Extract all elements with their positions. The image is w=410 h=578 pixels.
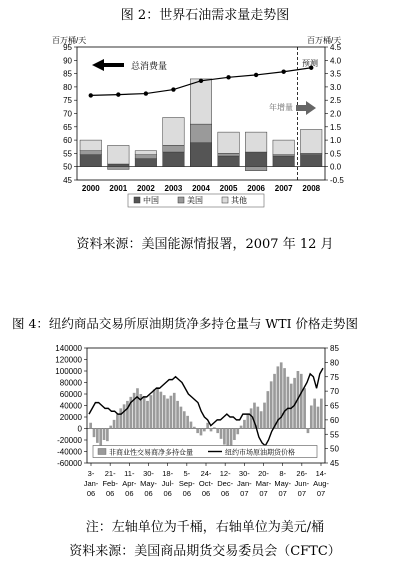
bar-segment-usa [135,155,156,159]
x-tick-day: 5- [183,469,191,478]
bar-segment-china [273,156,294,167]
bar-segment-other [218,132,239,153]
net-long-bar [250,408,253,428]
x-tick-label: 2008 [302,184,321,193]
bar-segment-china [80,155,101,167]
left-tick-label: -20000 [57,436,82,445]
right-tick-label: 1.0 [330,136,342,146]
x-tick-month: Jan- [237,479,252,488]
net-long-bar [126,401,129,429]
x-tick-day: 12- [219,469,231,478]
left-tick-label: -40000 [57,447,82,457]
x-tick-month: Jul- [161,479,174,488]
x-tick-month: Oct- [198,479,214,488]
x-tick-year: 06 [144,489,153,498]
consumption-point [254,73,258,77]
net-long-bar [156,387,159,428]
net-long-bar [176,401,179,429]
net-long-bar [143,397,146,429]
net-long-bar [270,381,273,428]
legend-swatch [222,197,228,203]
left-tick-label: 80 [63,82,72,92]
bar-segment-other [108,145,129,164]
bar-segment-usa [190,124,211,143]
net-long-bar [246,414,249,428]
net-long-bar [213,427,216,428]
bar-segment-other [245,132,266,152]
net-long-bar [290,384,293,429]
x-tick-day: 26- [296,469,308,478]
consumption-point [171,87,175,91]
net-long-bar [113,420,116,429]
x-tick-year: 06 [182,489,192,498]
net-long-bar [203,429,206,432]
bar-segment-usa [218,153,239,156]
bar-segment-usa [245,167,266,171]
net-long-bar [317,407,320,429]
net-long-bar [256,407,259,429]
left-tick-label: 60 [63,136,72,146]
bar-segment-other [80,140,101,151]
x-tick-day: 20- [258,469,269,478]
net-long-bar [166,399,169,429]
net-long-bar [160,392,163,429]
left-tick-label: -60000 [57,459,82,468]
net-long-bar [109,426,112,429]
right-tick-label: 85 [330,344,339,353]
net-long-bar [196,429,199,434]
legend-swatch [178,197,184,203]
x-tick-day: 24- [200,469,212,478]
net-long-bar [116,414,119,428]
net-long-bar [220,429,223,439]
net-long-bar [123,404,126,428]
right-tick-label: 50 [330,444,339,454]
bar-segment-other [135,151,156,155]
x-tick-month: Feb- [102,479,118,488]
right-tick-label: 4.0 [330,56,342,66]
left-tick-label: 20000 [59,413,82,422]
right-tick-label: 55 [330,430,339,440]
net-long-bar [273,374,276,429]
net-long-bar [200,429,203,436]
net-long-bar [183,411,186,428]
bar-segment-other [300,129,321,153]
right-tick-label: 75 [330,372,339,382]
left-tick-label: 50 [63,162,72,172]
right-tick-label: 70 [330,387,339,397]
net-long-bar [180,407,183,429]
net-long-bar [150,395,153,428]
figure4-title: 图 4：纽约商品交易所原油期货净多持仓量与 WTI 价格走势图 [12,316,358,331]
left-tick-label: 45 [63,176,72,185]
figure2-source: 资料来源：美国能源情报署，2007 年 12 月 [76,237,334,252]
net-long-bar [303,388,306,428]
left-tick-label: 90 [63,56,72,66]
net-long-bar [89,423,92,429]
net-long-bar [313,399,316,429]
x-tick-label: 2001 [109,184,128,193]
x-tick-month: Jun- [294,479,310,488]
x-tick-month: Apr- [122,479,137,488]
increment-label: 年增量 [269,103,293,112]
x-tick-label: 2002 [136,184,155,193]
net-long-bar [300,374,303,429]
x-tick-month: Dec- [217,479,234,488]
net-long-bar [263,403,266,429]
right-tick-label: 2.5 [330,96,342,106]
left-tick-label: 120000 [55,355,82,365]
x-tick-year: 07 [316,489,326,498]
bar-segment-china [218,156,239,167]
bar-segment-usa [108,167,129,170]
right-tick-label: 80 [330,358,339,368]
x-tick-label: 2006 [247,184,266,193]
x-tick-day: 30- [143,469,154,478]
net-long-bar [320,399,323,429]
net-long-bar [230,429,233,446]
consumption-point [144,91,148,95]
left-tick-label: 100000 [55,367,82,376]
right-tick-label: 0.0 [330,162,342,172]
right-tick-label: 2.0 [330,109,342,119]
bar-segment-other [163,117,184,145]
figure4-source: 资料来源：美国商品期货交易委员会（CFTC） [69,544,341,559]
legend-label: 美国 [187,196,203,205]
x-tick-month: Sep- [178,479,195,488]
x-tick-year: 06 [86,489,96,498]
net-long-bar [96,429,99,443]
figure4-note: 注：左轴单位为千桶，右轴单位为美元/桶 [85,520,325,535]
right-tick-label: 4.5 [330,43,342,52]
net-long-bar [153,389,156,428]
net-long-bar [267,391,270,428]
net-long-bar [287,377,290,429]
right-tick-label: -0.5 [330,176,344,185]
consumption-point [116,92,120,96]
left-tick-label: 60000 [59,390,82,399]
net-long-bar [206,423,209,429]
net-long-bar [136,388,139,428]
x-tick-year: 07 [278,489,287,498]
x-tick-month: Aug- [313,479,329,488]
net-long-bar [283,368,286,428]
right-axis-unit: 百万桶/天 [307,36,342,45]
net-long-bar [119,408,122,428]
bar-segment-usa [80,151,101,155]
bar-segment-china [245,152,266,167]
net-long-bar [170,396,173,429]
bar-segment-china [300,155,321,167]
consumption-point [199,79,203,83]
left-arrow-icon [92,59,124,71]
right-tick-label: 3.0 [330,82,342,92]
x-tick-month: Jan- [83,479,99,488]
left-tick-label: 80000 [59,378,82,388]
x-tick-day: 21- [104,469,116,478]
bar-segment-china [163,152,184,167]
x-tick-label: 2003 [164,184,183,193]
legend-label: 非商业性交易商净多持仓量 [109,449,193,457]
net-long-bar [173,393,176,429]
net-long-bar [190,422,193,429]
x-tick-day: 11- [124,469,135,478]
x-tick-year: 06 [105,489,115,498]
x-tick-label: 2000 [81,184,100,193]
right-arrow-icon [296,101,316,115]
x-tick-label: 2004 [192,184,210,193]
figure4-chart [0,338,410,518]
net-long-bar [186,416,189,429]
x-tick-day: 8- [279,469,287,478]
legend-swatch-bars [98,449,106,455]
left-tick-label: 75 [63,96,72,106]
legend-label: 纽约市场原油期货价格 [225,449,295,457]
x-tick-year: 07 [259,489,268,498]
bar-segment-china [190,143,211,167]
consumption-point [226,75,230,79]
x-tick-label: 2007 [274,184,293,193]
consumption-point [89,93,93,97]
x-tick-year: 06 [125,489,134,498]
legend-label: 其他 [231,196,247,205]
x-tick-year: 07 [297,489,307,498]
x-tick-day: 18- [162,469,174,478]
net-long-bar [233,429,236,441]
bar-segment-other [190,79,211,124]
right-tick-label: 45 [330,459,339,468]
net-long-bar [103,429,106,441]
net-long-bar [310,406,313,429]
net-long-bar [223,429,226,445]
net-long-bar [146,401,149,429]
left-tick-label: 70 [63,109,72,119]
right-tick-label: 60 [330,415,339,425]
x-tick-month: Mar- [255,479,272,488]
right-tick-label: 65 [330,401,339,411]
bar-segment-other [273,140,294,155]
x-tick-day: 30- [238,469,250,478]
left-tick-label: 55 [63,149,72,159]
left-tick-label: 95 [63,43,72,52]
x-tick-year: 06 [201,489,211,498]
right-tick-label: 3.5 [330,69,342,79]
net-long-bar [307,429,310,434]
legend-swatch [134,197,140,203]
right-tick-label: 1.5 [330,122,342,132]
net-long-bar [163,395,166,428]
bar-segment-china [108,164,129,167]
legend-label: 中国 [143,196,159,205]
left-tick-label: 85 [63,69,72,79]
left-axis-unit: 百万桶/天 [52,36,87,45]
bar-segment-china [135,159,156,167]
figure2-title: 图 2：世界石油需求量走势图 [120,8,290,23]
forecast-label: 预测 [302,59,318,68]
left-tick-label: 40000 [59,401,82,411]
net-long-bar [260,411,263,428]
net-long-bar [210,429,213,432]
net-long-bar [216,429,219,434]
left-tick-label: 0 [77,424,82,434]
left-tick-label: 140000 [55,344,82,353]
consumption-point [281,70,285,74]
net-long-bar [99,429,102,446]
net-long-bar [236,429,239,435]
net-long-bar [106,429,109,442]
x-tick-year: 06 [220,489,230,498]
net-long-bar [93,429,96,438]
x-tick-month: May- [140,479,157,488]
consumption-label: 总消费量 [131,61,168,71]
left-tick-label: 65 [63,122,72,132]
net-long-bar [240,426,243,429]
bar-segment-usa [163,145,184,152]
x-tick-label: 2005 [219,184,238,193]
x-tick-day: 14- [315,469,327,478]
net-long-bar [193,427,196,429]
net-long-bar [243,420,246,429]
right-tick-label: 0.5 [330,149,342,159]
x-tick-year: 06 [163,489,172,498]
x-tick-month: May- [274,479,292,488]
x-tick-day: 3- [87,469,95,478]
x-tick-year: 07 [240,489,249,498]
figure2-chart [0,35,410,230]
